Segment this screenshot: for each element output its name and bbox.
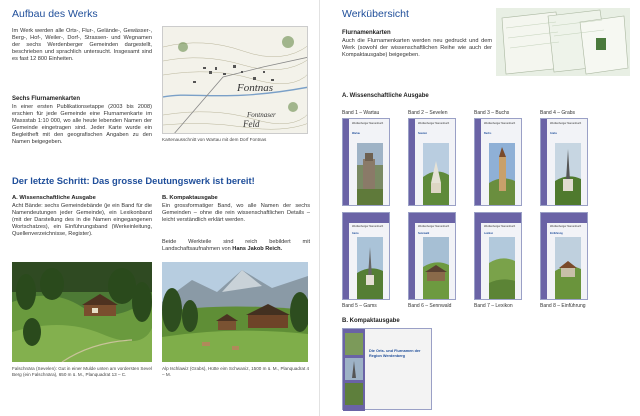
maps-thumbnail [496,8,630,76]
photo-alp-drawing [162,262,308,362]
book-strip [343,213,349,300]
map-image [162,26,308,134]
subheading-flurnamenkarten: Sechs Flurnamenkarten [12,96,81,102]
photo-falschnaera [12,262,152,362]
section-b-title: B. Kompaktausgabe [342,318,400,324]
compact-title: Die Orts- und Flurnamen der Region Werdenberg [369,349,421,358]
book-cover-image [423,143,449,205]
col-b-title: B. Kompaktausgabe [162,195,218,201]
col-b-text2 [162,239,310,253]
col-b-text: Ein grossformatiger Band, wo alle Namen der sechs Gemeinden – ohne die rein wissenschaftlichen Details – leicht verständlich erklärt werden. [162,203,310,223]
map-label-fontnas: Fontnas [237,82,274,94]
band-label-4: Band 4 – Grabs [540,110,576,116]
map-label-feld: Feld [243,119,260,129]
book-band-3[interactable] [474,118,522,206]
book-series: Werdenberger Namenbuch [418,122,450,125]
book-band-1[interactable] [342,118,390,206]
book-strip [409,119,415,206]
maps-thumbnail-drawing [496,8,630,76]
band-label-6: Band 6 – Sennwald [408,303,452,309]
book-cover-image [489,237,515,299]
book-cover-image [555,143,581,205]
right-maps-text: Auch die Flurnamenkarten werden neu gedruckt und dem Werk (sowohl der wissenschaftlichen Reihe wie auch der Kompaktausgabe) beigegeben. [342,38,492,58]
book-cover-image [423,237,449,299]
book-series: Werdenberger Namenbuch [484,122,516,125]
book-band-5[interactable] [342,212,390,300]
book-band-7[interactable] [474,212,522,300]
book-series: Werdenberger Namenbuch [352,122,384,125]
book-series: Werdenberger Namenbuch [418,225,450,228]
book-title: Einführung [550,232,563,235]
book-title: Gams [352,232,359,235]
book-series: Werdenberger Namenbuch [550,225,582,228]
book-title: Sevelen [418,132,428,135]
book-band-top [349,213,390,223]
book-cover-image [555,237,581,299]
book-band-2[interactable] [408,118,456,206]
map-drawing [163,27,308,134]
book-band-4[interactable] [540,118,588,206]
book-kompaktausgabe[interactable] [342,328,432,410]
map-caption: Kartenausschnitt von Wartau mit dem Dorf Fontnas [162,137,267,142]
col-a-title: A. Wissenschaftliche Ausgabe [12,195,96,201]
col-a-text: Acht Bände: sechs Gemeindebände (je ein Band für die Namendeutungen jeder Gemeinde), ein Lexikonband (mit der Darstellung des in die Namen eingegangenen Wortschatzes), ein Einführungsband (Werkeinleitung, Quellenverzeichnisse, Register). [12,203,152,237]
book-band-6[interactable] [408,212,456,300]
book-cover-image [489,143,515,205]
band-label-3: Band 3 – Buchs [474,110,510,116]
col-b-text2-prefix: Beide Werkteile sind reich bebildert mit Landschaftsaufnahmen von [162,239,310,252]
book-strip [343,119,349,206]
photo1-caption: Falschnära (Sevelen): Gut in einer Mulde unten am vordersten Sevel Berg (ein Falschnära), 650 m ü. M., Planquadrat 13 – C. [12,366,152,377]
band-label-2: Band 2 – Sevelen [408,110,448,116]
book-title: Lexikon [484,232,494,235]
book-title: Grabs [550,132,557,135]
book-band-top [415,213,456,223]
heading-werkuebersicht: Werkübersicht [342,8,409,20]
book-strip [541,213,547,300]
photo2-caption: Alp Ischlawiz (Grabs), Hütte eim Schwaniz, 1500 m ü. M., Planquadrat 4 – M. [162,366,310,377]
band-label-7: Band 7 – Lexikon [474,303,513,309]
photo-alp-ischlawiz [162,262,308,362]
compact-photo-stack [345,333,363,407]
intro-text: Im Werk werden alle Orts-, Flur-, Gelände-, Gewässer-, Berg-, Hof-, Weiler-, Dorf-, Strassen- und Wegnamen der sechs Werdenberger Gemeinden dargestellt, beschrieben und sprachlich untersucht. Insgesamt sind es fast 12 800 Einheiten. [12,28,152,62]
book-title: Buchs [484,132,492,135]
band-label-5: Band 5 – Gams [342,303,377,309]
book-strip [409,213,415,300]
band-label-1: Band 1 – Wartau [342,110,380,116]
col-b-text2-author: Hans Jakob Reich. [232,246,283,252]
book-title: Wartau [352,132,361,135]
map-label-fontnaser: Fontnaser [247,111,276,119]
book-series: Werdenberger Namenbuch [352,225,384,228]
maps-text: In einer ersten Publikationsetappe (2003 bis 2008) erschien für jede Gemeinde eine Flurnamenkarte im Massstab 1:10 000, wo alle heute lebenden Namen der Gemeinde eingetragen sind. Jeder Karte wurde ein Begleitheft mit den geografischen Angaben zu den Namen beigegeben. [12,104,152,145]
right-page [320,0,640,416]
heading-aufbau: Aufbau des Werks [12,8,98,20]
book-strip [541,119,547,206]
book-band-8[interactable] [540,212,588,300]
band-label-8: Band 8 – Einführung [540,303,586,309]
right-maps-title: Flurnamenkarten [342,30,391,36]
book-series: Werdenberger Namenbuch [550,122,582,125]
book-series: Werdenberger Namenbuch [484,225,516,228]
book-band-top [481,213,522,223]
book-band-top [547,213,588,223]
heading-letzter-schritt: Der letzte Schritt: Das grosse Deutungswerk ist bereit! [12,175,255,186]
book-strip [475,213,481,300]
book-strip [475,119,481,206]
book-cover-image [357,143,383,205]
book-title: Sennwald [418,232,430,235]
book-cover-image [357,237,383,299]
photo-falschnaera-drawing [12,262,152,362]
section-a-title: A. Wissenschaftliche Ausgabe [342,93,429,99]
